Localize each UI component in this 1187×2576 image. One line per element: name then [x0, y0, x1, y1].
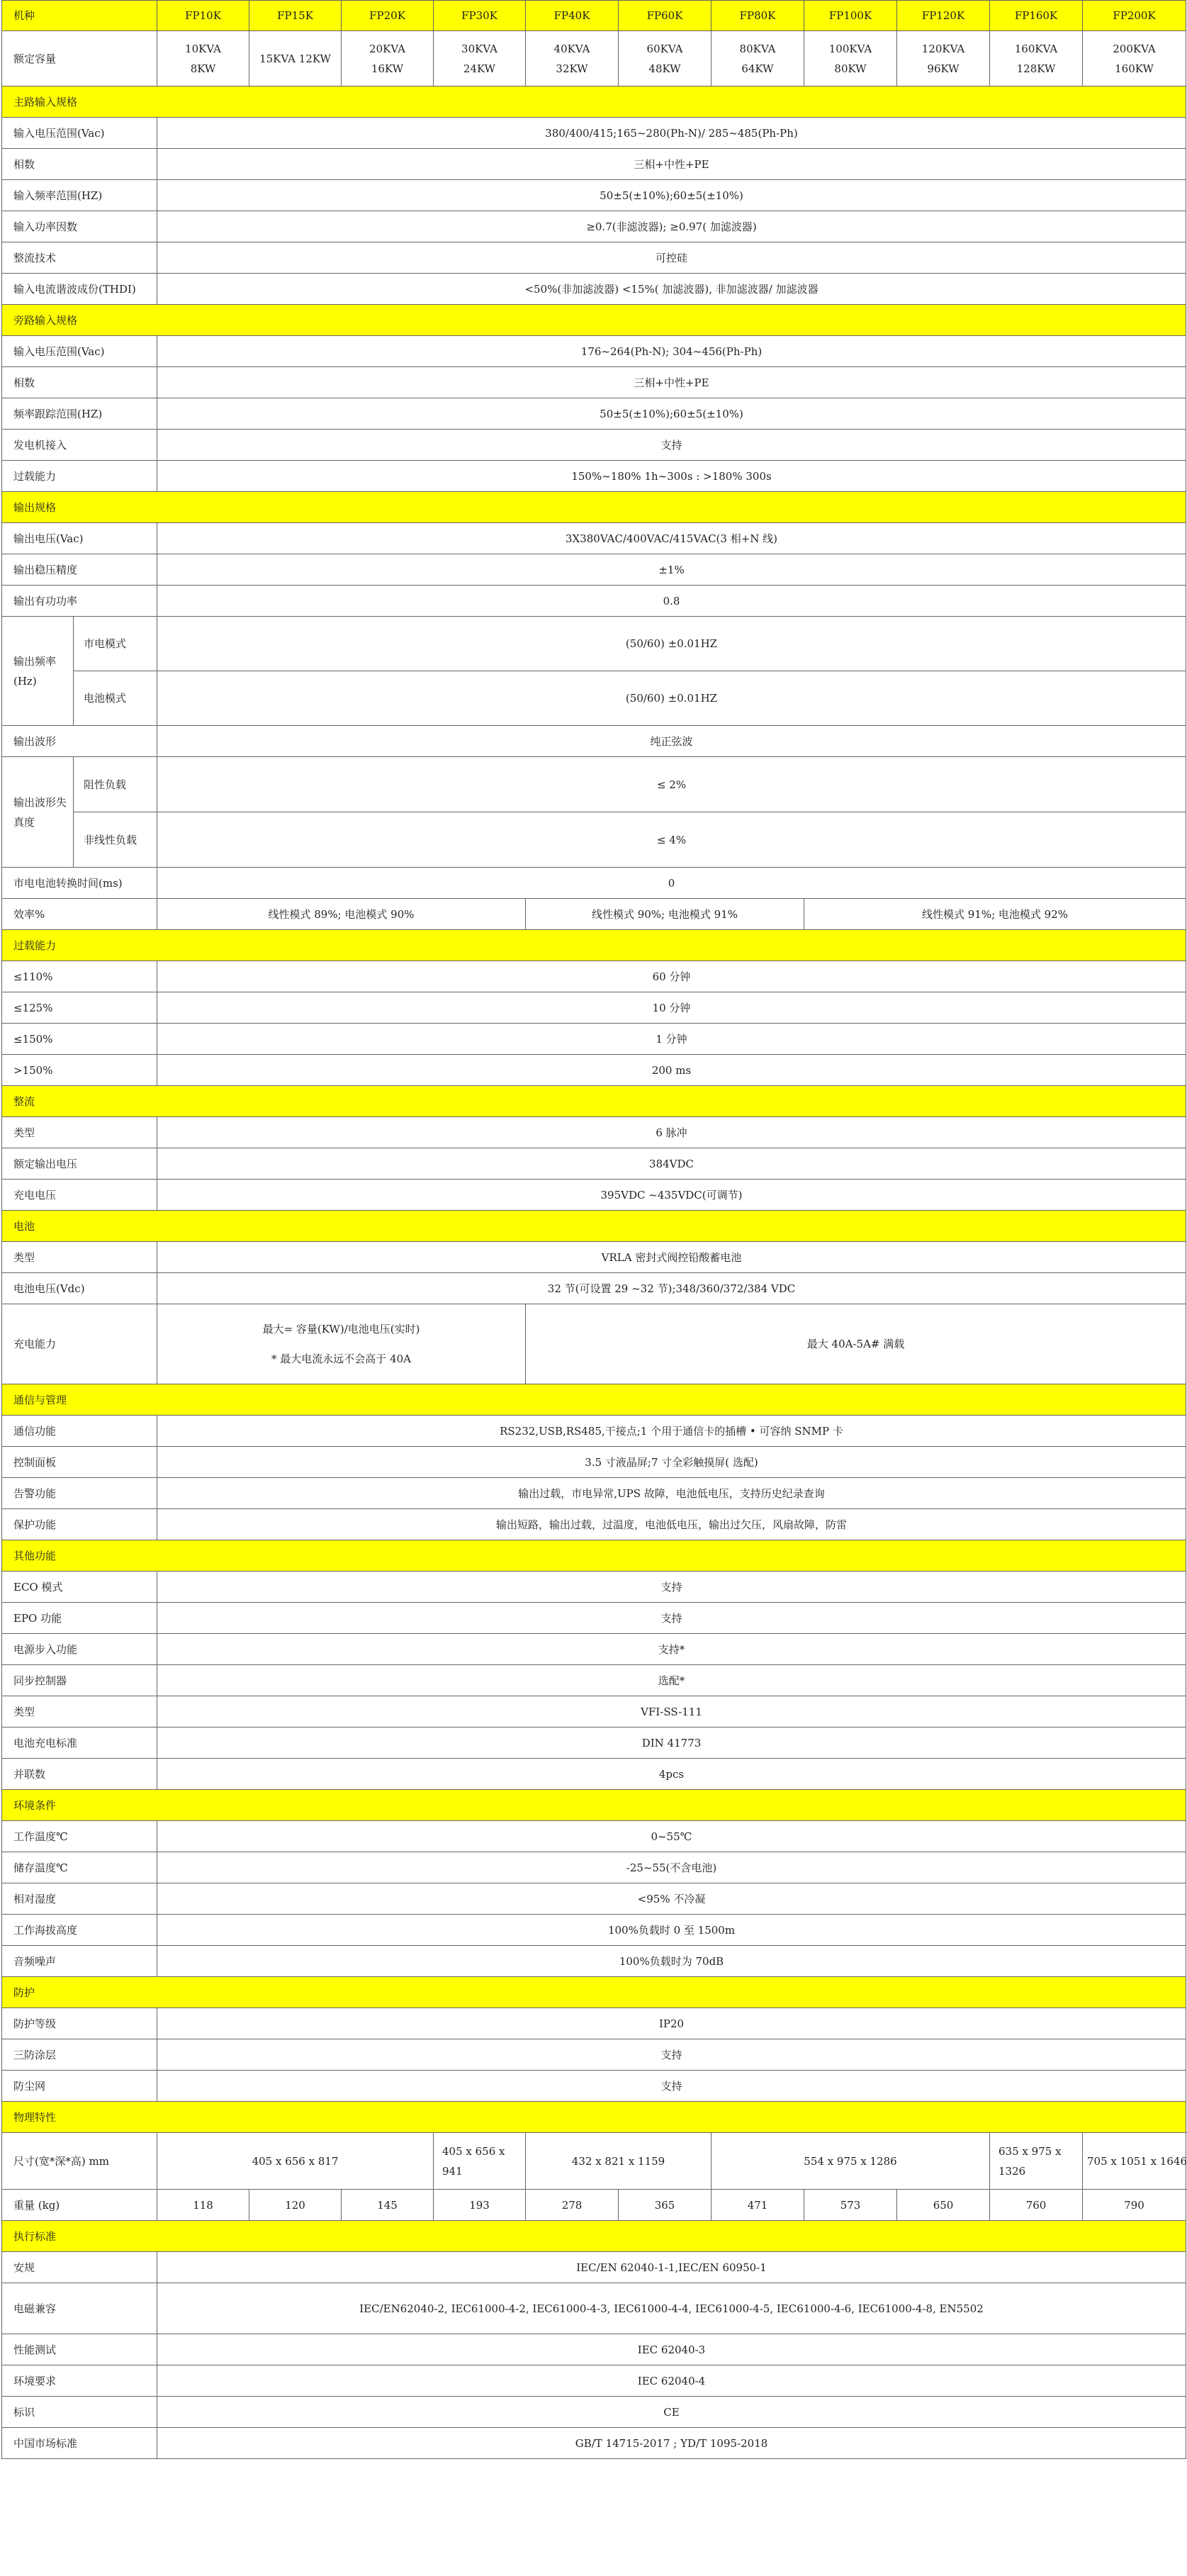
row-label: ≤110%: [2, 961, 157, 992]
row-label: 告警功能: [2, 1478, 157, 1509]
thd-nonlinear-label: 非线性负载: [74, 812, 157, 868]
model-name: FP20K: [342, 1, 434, 31]
thd-row: [2, 757, 1186, 812]
model-name: FP40K: [526, 1, 619, 31]
size-value: 432 x 821 x 1159: [526, 2133, 711, 2190]
spec-row: [2, 1024, 1186, 1055]
capacity-kva: 200KVA: [1113, 42, 1156, 55]
charge-formula: [157, 1304, 526, 1384]
spec-row: [2, 992, 1186, 1024]
capacity-value: [897, 31, 990, 86]
spec-row: [2, 2334, 1186, 2365]
row-label: ECO 模式: [2, 1572, 157, 1603]
spec-row: [2, 1634, 1186, 1665]
spec-row: [2, 1416, 1186, 1447]
capacity-value: [804, 31, 897, 86]
section-row: [2, 86, 1186, 118]
efficiency-value: 线性模式 91%; 电池模式 92%: [804, 899, 1186, 930]
row-value: 60 分钟: [157, 961, 1186, 992]
row-label: 相数: [2, 149, 157, 180]
charge-note: 最大= 容量(KW)/电池电压(实时): [262, 1323, 420, 1335]
row-label: 工作温度℃: [2, 1821, 157, 1852]
row-label: 输出有功功率: [2, 586, 157, 617]
spec-row: [2, 1447, 1186, 1478]
row-label: 安规: [2, 2252, 157, 2283]
section-title: 执行标准: [2, 2221, 1186, 2252]
row-value: 200 ms: [157, 1055, 1186, 1086]
freq-row: [2, 617, 1186, 671]
spec-row: [2, 242, 1186, 274]
spec-row: [2, 336, 1186, 367]
spec-row: [2, 1180, 1186, 1211]
row-value: ±1%: [157, 554, 1186, 586]
row-value: 选配*: [157, 1665, 1186, 1696]
capacity-kw: 80KW: [834, 62, 867, 75]
row-label: 环境要求: [2, 2365, 157, 2397]
row-value: 50±5(±10%);60±5(±10%): [157, 398, 1186, 430]
section-row: [2, 2102, 1186, 2133]
row-label: 输出电压(Vac): [2, 523, 157, 554]
efficiency-value: 线性模式 90%; 电池模式 91%: [526, 899, 804, 930]
row-label: 电磁兼容: [2, 2283, 157, 2334]
row-value: 50±5(±10%);60±5(±10%): [157, 180, 1186, 211]
size-value: 635 x 975 x 1326: [990, 2133, 1083, 2190]
row-value: 6 脉冲: [157, 1117, 1186, 1148]
capacity-value: 15KVA 12KW: [249, 31, 342, 86]
weight-value: 120: [249, 2190, 342, 2221]
row-label: 输出波形: [2, 726, 157, 757]
row-label: 相对湿度: [2, 1883, 157, 1915]
row-value: GB/T 14715-2017 ; YD/T 1095-2018: [157, 2428, 1186, 2459]
row-label: 整流技术: [2, 242, 157, 274]
row-value: CE: [157, 2397, 1186, 2428]
row-value: 0.8: [157, 586, 1186, 617]
section-row: [2, 930, 1186, 961]
section-title: 主路输入规格: [2, 86, 1186, 118]
row-label: 输入电流谐波成份(THDI): [2, 274, 157, 305]
section-title: 环境条件: [2, 1790, 1186, 1821]
section-title: 输出规格: [2, 492, 1186, 523]
size-label: 尺寸(宽*深*高) mm: [2, 2133, 157, 2190]
size-value: 405 x 656 x 941: [434, 2133, 526, 2190]
spec-row: [2, 586, 1186, 617]
section-title: 物理特性: [2, 2102, 1186, 2133]
weight-value: 471: [711, 2190, 804, 2221]
spec-row: [2, 2071, 1186, 2102]
spec-row: [2, 430, 1186, 461]
row-label: 音频噪声: [2, 1946, 157, 1977]
capacity-value: [526, 31, 619, 86]
row-label: 频率跟踪范围(HZ): [2, 398, 157, 430]
spec-row: [2, 1117, 1186, 1148]
section-title: 整流: [2, 1086, 1186, 1117]
row-value: IEC/EN 62040-1-1,IEC/EN 60950-1: [157, 2252, 1186, 2283]
row-value: 纯正弦波: [157, 726, 1186, 757]
row-value: 1 分钟: [157, 1024, 1186, 1055]
capacity-value: [1083, 31, 1186, 86]
spec-row: [2, 1915, 1186, 1946]
weight-value: 650: [897, 2190, 990, 2221]
section-row: [2, 305, 1186, 336]
row-value: 176~264(Ph-N); 304~456(Ph-Ph): [157, 336, 1186, 367]
section-row: [2, 1790, 1186, 1821]
spec-row: [2, 1665, 1186, 1696]
capacity-kva: 20KVA: [369, 42, 405, 55]
capacity-value: [434, 31, 526, 86]
section-title: 防护: [2, 1977, 1186, 2008]
capacity-value: [342, 31, 434, 86]
capacity-kva: 30KVA: [461, 42, 497, 55]
row-value: <95% 不冷凝: [157, 1883, 1186, 1915]
row-value: 输出过载，市电异常,UPS 故障，电池低电压，支持历史纪录查询: [157, 1478, 1186, 1509]
row-label: 类型: [2, 1242, 157, 1273]
spec-row: [2, 1572, 1186, 1603]
model-name: FP200K: [1083, 1, 1186, 31]
freq-mains-value: (50/60) ±0.01HZ: [157, 617, 1186, 671]
row-label: 输入功率因数: [2, 211, 157, 242]
spec-row: [2, 1852, 1186, 1883]
row-value: 100%负载时为 70dB: [157, 1946, 1186, 1977]
row-value: 三相+中性+PE: [157, 149, 1186, 180]
row-label: 输出稳压精度: [2, 554, 157, 586]
spec-row: [2, 149, 1186, 180]
capacity-value: [990, 31, 1083, 86]
model-name: FP80K: [711, 1, 804, 31]
freq-row: [2, 671, 1186, 726]
section-title: 过载能力: [2, 930, 1186, 961]
freq-label: 输出频率 (Hz): [2, 617, 74, 726]
spec-row: [2, 398, 1186, 430]
row-value: 0~55℃: [157, 1821, 1186, 1852]
row-value: 32 节(可设置 29 ~32 节);348/360/372/384 VDC: [157, 1273, 1186, 1304]
section-row: [2, 2221, 1186, 2252]
capacity-label: 额定容量: [2, 31, 157, 86]
row-value: DIN 41773: [157, 1727, 1186, 1759]
capacity-kva: 160KVA: [1014, 42, 1058, 55]
row-value: 支持: [157, 1572, 1186, 1603]
model-name: FP120K: [897, 1, 990, 31]
row-label: 电池电压(Vdc): [2, 1273, 157, 1304]
row-value: -25~55(不含电池): [157, 1852, 1186, 1883]
row-label: 类型: [2, 1117, 157, 1148]
charge-label: 充电能力: [2, 1304, 157, 1384]
capacity-value: [711, 31, 804, 86]
row-value: <50%(非加滤波器) <15%( 加滤波器), 非加滤波器/ 加滤波器: [157, 274, 1186, 305]
row-value: 10 分钟: [157, 992, 1186, 1024]
thd-linear-label: 阻性负载: [74, 757, 157, 812]
spec-row: [2, 1478, 1186, 1509]
spec-row: [2, 868, 1186, 899]
charge-row: [2, 1304, 1186, 1384]
row-label: 同步控制器: [2, 1665, 157, 1696]
model-header-label: 机种: [2, 1, 157, 31]
section-row: [2, 1211, 1186, 1242]
section-row: [2, 1384, 1186, 1416]
row-value: 可控硅: [157, 242, 1186, 274]
row-value: 395VDC ~435VDC(可调节): [157, 1180, 1186, 1211]
spec-row: [2, 367, 1186, 398]
row-value: IP20: [157, 2008, 1186, 2039]
capacity-value: [157, 31, 249, 86]
spec-row: [2, 1055, 1186, 1086]
row-value: 支持: [157, 2071, 1186, 2102]
weight-label: 重量 (kg): [2, 2190, 157, 2221]
spec-row: [2, 2365, 1186, 2397]
ups-spec-table: [1, 0, 1186, 2459]
weight-value: 760: [990, 2190, 1083, 2221]
size-value: 705 x 1051 x 1646: [1083, 2133, 1186, 2190]
section-title: 电池: [2, 1211, 1186, 1242]
row-value: 输出短路，输出过载，过温度，电池低电压，输出过欠压，风扇故障，防雷: [157, 1509, 1186, 1540]
weight-value: 365: [619, 2190, 711, 2221]
row-label: 过载能力: [2, 461, 157, 492]
model-header-row: [2, 1, 1186, 31]
section-row: [2, 1086, 1186, 1117]
row-value: 0: [157, 868, 1186, 899]
capacity-kw: 128KW: [1016, 62, 1056, 75]
row-label: 储存温度℃: [2, 1852, 157, 1883]
capacity-kw: 16KW: [371, 62, 404, 75]
capacity-kva: 100KVA: [828, 42, 872, 55]
efficiency-value: 线性模式 89%; 电池模式 90%: [157, 899, 526, 930]
weight-value: 145: [342, 2190, 434, 2221]
row-value: IEC 62040-3: [157, 2334, 1186, 2365]
spec-row: [2, 1242, 1186, 1273]
capacity-kw: 96KW: [927, 62, 960, 75]
model-name: FP60K: [619, 1, 711, 31]
spec-row: [2, 1821, 1186, 1852]
section-title: 通信与管理: [2, 1384, 1186, 1416]
row-label: 控制面板: [2, 1447, 157, 1478]
row-label: 类型: [2, 1696, 157, 1727]
row-label: 工作海拔高度: [2, 1915, 157, 1946]
charge-max: 最大 40A-5A# 满载: [526, 1304, 1186, 1384]
row-value: VRLA 密封式阀控铅酸蓄电池: [157, 1242, 1186, 1273]
row-label: 标识: [2, 2397, 157, 2428]
spec-row: [2, 726, 1186, 757]
row-label: 发电机接入: [2, 430, 157, 461]
row-value: 380/400/415;165~280(Ph-N)/ 285~485(Ph-Ph): [157, 118, 1186, 149]
row-label: 充电电压: [2, 1180, 157, 1211]
spec-row: [2, 2428, 1186, 2459]
row-label: 相数: [2, 367, 157, 398]
capacity-kw: 24KW: [463, 62, 496, 75]
row-value: 支持: [157, 2039, 1186, 2071]
size-value: 405 x 656 x 817: [157, 2133, 434, 2190]
capacity-row: [2, 31, 1186, 86]
spec-row: [2, 2252, 1186, 2283]
row-value: ≥0.7(非滤波器); ≥0.97( 加滤波器): [157, 211, 1186, 242]
spec-row: [2, 1148, 1186, 1180]
spec-row: [2, 1273, 1186, 1304]
spec-row: [2, 274, 1186, 305]
section-row: [2, 1977, 1186, 2008]
capacity-value: [619, 31, 711, 86]
capacity-kva: 60KVA: [646, 42, 683, 55]
spec-row: [2, 180, 1186, 211]
row-label: 并联数: [2, 1759, 157, 1790]
capacity-kw: 32KW: [556, 62, 588, 75]
row-label: 防尘网: [2, 2071, 157, 2102]
row-label: 防护等级: [2, 2008, 157, 2039]
row-value: 支持: [157, 1603, 1186, 1634]
row-value: RS232,USB,RS485,干接点;1 个用于通信卡的插槽 • 可容纳 SNMP 卡: [157, 1416, 1186, 1447]
capacity-kva: 120KVA: [921, 42, 965, 55]
row-value: 4pcs: [157, 1759, 1186, 1790]
row-label: >150%: [2, 1055, 157, 1086]
row-value: IEC 62040-4: [157, 2365, 1186, 2397]
spec-row: [2, 118, 1186, 149]
row-value: VFI-SS-111: [157, 1696, 1186, 1727]
model-name: FP160K: [990, 1, 1083, 31]
model-name: FP100K: [804, 1, 897, 31]
row-value: IEC/EN62040-2, IEC61000-4-2, IEC61000-4-3, IEC61000-4-4, IEC61000-4-5, IEC61000-4-6, IEC61000-4-8, EN5502: [157, 2283, 1186, 2334]
freq-battery-value: (50/60) ±0.01HZ: [157, 671, 1186, 726]
row-value: 3X380VAC/400VAC/415VAC(3 相+N 线): [157, 523, 1186, 554]
spec-row: [2, 1509, 1186, 1540]
spec-row: [2, 461, 1186, 492]
capacity-kva: 80KVA: [739, 42, 776, 55]
section-title: 其他功能: [2, 1540, 1186, 1572]
row-label: 通信功能: [2, 1416, 157, 1447]
spec-row: [2, 2039, 1186, 2071]
efficiency-row: [2, 899, 1186, 930]
row-label: 输入电压范围(Vac): [2, 336, 157, 367]
section-row: [2, 492, 1186, 523]
spec-row: [2, 1603, 1186, 1634]
capacity-kw: 64KW: [741, 62, 774, 75]
spec-row: [2, 523, 1186, 554]
weight-row: [2, 2190, 1186, 2221]
efficiency-label: 效率%: [2, 899, 157, 930]
freq-mains-label: 市电模式: [74, 617, 157, 671]
weight-value: 573: [804, 2190, 897, 2221]
row-value: 100%负载时 0 至 1500m: [157, 1915, 1186, 1946]
model-name: FP10K: [157, 1, 249, 31]
row-label: 输入频率范围(HZ): [2, 180, 157, 211]
thd-row: [2, 812, 1186, 868]
capacity-kw: 48KW: [648, 62, 681, 75]
row-label: 保护功能: [2, 1509, 157, 1540]
row-label: 额定输出电压: [2, 1148, 157, 1180]
capacity-kva: 40KVA: [553, 42, 590, 55]
weight-value: 790: [1083, 2190, 1186, 2221]
weight-value: 118: [157, 2190, 249, 2221]
row-label: 电源步入功能: [2, 1634, 157, 1665]
row-label: 三防涂层: [2, 2039, 157, 2071]
thd-linear-value: ≤ 2%: [157, 757, 1186, 812]
row-label: 中国市场标准: [2, 2428, 157, 2459]
row-label: 性能测试: [2, 2334, 157, 2365]
row-label: EPO 功能: [2, 1603, 157, 1634]
section-row: [2, 1540, 1186, 1572]
row-label: 市电电池转换时间(ms): [2, 868, 157, 899]
spec-row: [2, 1696, 1186, 1727]
spec-row: [2, 554, 1186, 586]
spec-row: [2, 2283, 1186, 2334]
spec-row: [2, 961, 1186, 992]
row-label: 电池充电标准: [2, 1727, 157, 1759]
row-value: 3.5 寸液晶屏;7 寸全彩触摸屏( 选配): [157, 1447, 1186, 1478]
capacity-kw: 8KW: [190, 62, 216, 75]
row-label: ≤150%: [2, 1024, 157, 1055]
spec-row: [2, 2397, 1186, 2428]
row-value: 150%~180% 1h~300s : >180% 300s: [157, 461, 1186, 492]
size-row: [2, 2133, 1186, 2190]
charge-note: * 最大电流永远不会高于 40A: [271, 1353, 411, 1365]
spec-row: [2, 1946, 1186, 1977]
spec-row: [2, 1759, 1186, 1790]
capacity-kva: 10KVA: [185, 42, 221, 55]
model-name: FP30K: [434, 1, 526, 31]
weight-value: 278: [526, 2190, 619, 2221]
thd-nonlinear-value: ≤ 4%: [157, 812, 1186, 868]
spec-row: [2, 2008, 1186, 2039]
row-label: 输入电压范围(Vac): [2, 118, 157, 149]
row-label: ≤125%: [2, 992, 157, 1024]
size-value: 554 x 975 x 1286: [711, 2133, 990, 2190]
section-title: 旁路输入规格: [2, 305, 1186, 336]
row-value: 三相+中性+PE: [157, 367, 1186, 398]
row-value: 支持: [157, 430, 1186, 461]
thd-label: 输出波形失真度: [2, 757, 74, 868]
freq-battery-label: 电池模式: [74, 671, 157, 726]
row-value: 支持*: [157, 1634, 1186, 1665]
spec-row: [2, 211, 1186, 242]
weight-value: 193: [434, 2190, 526, 2221]
capacity-kw: 160KW: [1115, 62, 1154, 75]
spec-table-body: [2, 1, 1186, 2459]
spec-row: [2, 1883, 1186, 1915]
model-name: FP15K: [249, 1, 342, 31]
spec-row: [2, 1727, 1186, 1759]
row-value: 384VDC: [157, 1148, 1186, 1180]
